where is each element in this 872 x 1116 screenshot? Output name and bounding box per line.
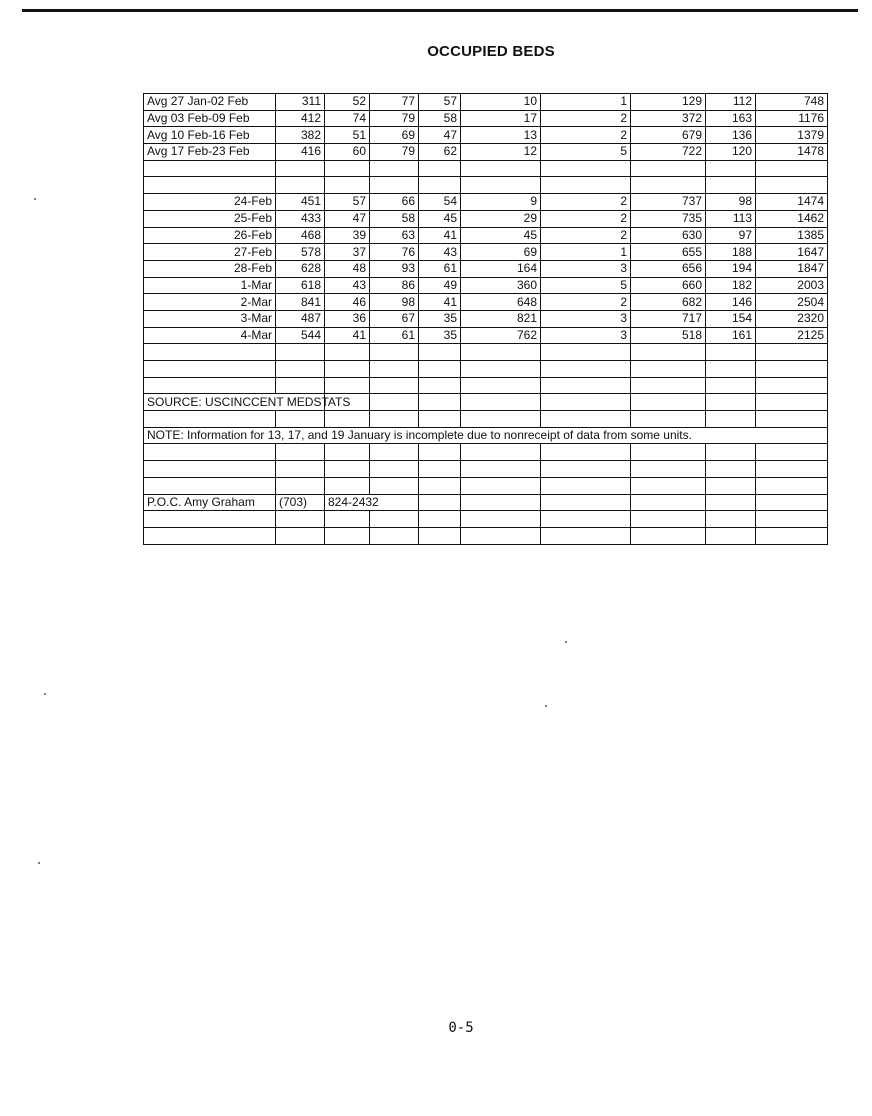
empty-cell bbox=[370, 344, 419, 361]
value-cell: 416 bbox=[276, 144, 325, 161]
empty-cell bbox=[144, 344, 276, 361]
value-cell: 182 bbox=[706, 277, 756, 294]
row-label: 26-Feb bbox=[144, 227, 276, 244]
value-cell: 311 bbox=[276, 94, 325, 111]
empty-cell bbox=[541, 377, 631, 394]
row-label: Avg 17 Feb-23 Feb bbox=[144, 144, 276, 161]
empty-cell bbox=[631, 444, 706, 461]
value-cell: 51 bbox=[325, 127, 370, 144]
empty-cell bbox=[631, 344, 706, 361]
empty-cell bbox=[631, 361, 706, 378]
empty-cell bbox=[144, 527, 276, 544]
value-cell: 3 bbox=[541, 310, 631, 327]
empty-cell bbox=[419, 361, 461, 378]
empty-cell bbox=[461, 344, 541, 361]
empty-cell bbox=[541, 177, 631, 194]
value-cell: 468 bbox=[276, 227, 325, 244]
value-cell: 43 bbox=[419, 244, 461, 261]
empty-cell bbox=[706, 444, 756, 461]
empty-cell bbox=[541, 344, 631, 361]
empty-cell bbox=[461, 361, 541, 378]
value-cell: 112 bbox=[706, 94, 756, 111]
daily-row bbox=[144, 227, 828, 244]
empty-cell bbox=[276, 511, 325, 528]
value-cell: 2 bbox=[541, 194, 631, 211]
empty-cell bbox=[541, 461, 631, 478]
value-cell: 2 bbox=[541, 227, 631, 244]
empty-cell bbox=[370, 511, 419, 528]
empty-cell bbox=[325, 411, 370, 428]
value-cell: 10 bbox=[461, 94, 541, 111]
value-cell: 2320 bbox=[756, 310, 828, 327]
row-label: 28-Feb bbox=[144, 260, 276, 277]
value-cell: 49 bbox=[419, 277, 461, 294]
empty-cell bbox=[541, 494, 631, 511]
empty-cell bbox=[756, 494, 828, 511]
empty-cell bbox=[144, 377, 276, 394]
value-cell: 57 bbox=[325, 194, 370, 211]
empty-cell bbox=[144, 361, 276, 378]
value-cell: 1478 bbox=[756, 144, 828, 161]
value-cell: 46 bbox=[325, 294, 370, 311]
empty-cell bbox=[419, 394, 461, 411]
empty-cell bbox=[144, 160, 276, 177]
value-cell: 5 bbox=[541, 144, 631, 161]
value-cell: 544 bbox=[276, 327, 325, 344]
value-cell: 161 bbox=[706, 327, 756, 344]
empty-cell bbox=[631, 377, 706, 394]
empty-cell bbox=[370, 177, 419, 194]
daily-row bbox=[144, 210, 828, 227]
empty-cell bbox=[631, 160, 706, 177]
value-cell: 618 bbox=[276, 277, 325, 294]
empty-cell bbox=[756, 511, 828, 528]
empty-cell bbox=[370, 461, 419, 478]
value-cell: 69 bbox=[370, 127, 419, 144]
empty-cell bbox=[370, 361, 419, 378]
blank-row bbox=[144, 411, 828, 428]
value-cell: 1176 bbox=[756, 110, 828, 127]
daily-row bbox=[144, 260, 828, 277]
empty-cell bbox=[461, 477, 541, 494]
value-cell: 146 bbox=[706, 294, 756, 311]
value-cell: 43 bbox=[325, 277, 370, 294]
value-cell: 748 bbox=[756, 94, 828, 111]
empty-cell bbox=[370, 377, 419, 394]
value-cell: 735 bbox=[631, 210, 706, 227]
averages-row bbox=[144, 94, 828, 111]
row-label: Avg 27 Jan-02 Feb bbox=[144, 94, 276, 111]
blank-row bbox=[144, 177, 828, 194]
value-cell: 1647 bbox=[756, 244, 828, 261]
value-cell: 48 bbox=[325, 260, 370, 277]
value-cell: 77 bbox=[370, 94, 419, 111]
empty-cell bbox=[144, 511, 276, 528]
value-cell: 1379 bbox=[756, 127, 828, 144]
row-label: 1-Mar bbox=[144, 277, 276, 294]
daily-row bbox=[144, 294, 828, 311]
empty-cell bbox=[325, 377, 370, 394]
value-cell: 58 bbox=[370, 210, 419, 227]
poc-phone: 824-2432 bbox=[325, 494, 419, 511]
empty-cell bbox=[631, 177, 706, 194]
empty-cell bbox=[706, 160, 756, 177]
row-label: 25-Feb bbox=[144, 210, 276, 227]
blank-row bbox=[144, 477, 828, 494]
scan-speck bbox=[34, 198, 36, 200]
value-cell: 433 bbox=[276, 210, 325, 227]
empty-cell bbox=[631, 494, 706, 511]
empty-cell bbox=[706, 461, 756, 478]
value-cell: 382 bbox=[276, 127, 325, 144]
spreadsheet-grid bbox=[143, 93, 828, 545]
value-cell: 58 bbox=[419, 110, 461, 127]
empty-cell bbox=[419, 160, 461, 177]
row-label: Avg 10 Feb-16 Feb bbox=[144, 127, 276, 144]
empty-cell bbox=[461, 394, 541, 411]
empty-cell bbox=[631, 511, 706, 528]
value-cell: 97 bbox=[706, 227, 756, 244]
value-cell: 37 bbox=[325, 244, 370, 261]
data-note-row bbox=[144, 427, 828, 444]
empty-cell bbox=[276, 361, 325, 378]
value-cell: 12 bbox=[461, 144, 541, 161]
empty-cell bbox=[706, 511, 756, 528]
blank-row bbox=[144, 444, 828, 461]
value-cell: 660 bbox=[631, 277, 706, 294]
empty-cell bbox=[461, 461, 541, 478]
value-cell: 47 bbox=[325, 210, 370, 227]
empty-cell bbox=[144, 444, 276, 461]
empty-cell bbox=[370, 477, 419, 494]
averages-row bbox=[144, 110, 828, 127]
daily-row bbox=[144, 244, 828, 261]
value-cell: 1385 bbox=[756, 227, 828, 244]
value-cell: 54 bbox=[419, 194, 461, 211]
blank-row bbox=[144, 461, 828, 478]
value-cell: 2 bbox=[541, 210, 631, 227]
value-cell: 1 bbox=[541, 94, 631, 111]
value-cell: 5 bbox=[541, 277, 631, 294]
value-cell: 52 bbox=[325, 94, 370, 111]
page-number: 0-5 bbox=[448, 1020, 474, 1036]
empty-cell bbox=[756, 477, 828, 494]
value-cell: 2125 bbox=[756, 327, 828, 344]
empty-cell bbox=[756, 444, 828, 461]
empty-cell bbox=[756, 461, 828, 478]
empty-cell bbox=[541, 411, 631, 428]
value-cell: 679 bbox=[631, 127, 706, 144]
empty-cell bbox=[325, 477, 370, 494]
daily-row bbox=[144, 310, 828, 327]
value-cell: 360 bbox=[461, 277, 541, 294]
empty-cell bbox=[276, 461, 325, 478]
value-cell: 2504 bbox=[756, 294, 828, 311]
empty-cell bbox=[756, 160, 828, 177]
value-cell: 451 bbox=[276, 194, 325, 211]
value-cell: 1462 bbox=[756, 210, 828, 227]
empty-cell bbox=[461, 177, 541, 194]
blank-row bbox=[144, 160, 828, 177]
empty-cell bbox=[325, 361, 370, 378]
row-label: 27-Feb bbox=[144, 244, 276, 261]
value-cell: 63 bbox=[370, 227, 419, 244]
empty-cell bbox=[419, 527, 461, 544]
empty-cell bbox=[461, 377, 541, 394]
empty-cell bbox=[419, 511, 461, 528]
row-label: 4-Mar bbox=[144, 327, 276, 344]
value-cell: 39 bbox=[325, 227, 370, 244]
value-cell: 9 bbox=[461, 194, 541, 211]
empty-cell bbox=[631, 411, 706, 428]
value-cell: 67 bbox=[370, 310, 419, 327]
empty-cell bbox=[325, 461, 370, 478]
averages-row bbox=[144, 127, 828, 144]
empty-cell bbox=[461, 511, 541, 528]
empty-cell bbox=[325, 527, 370, 544]
empty-cell bbox=[461, 527, 541, 544]
empty-cell bbox=[325, 444, 370, 461]
value-cell: 98 bbox=[706, 194, 756, 211]
blank-row bbox=[144, 511, 828, 528]
empty-cell bbox=[419, 494, 461, 511]
empty-cell bbox=[325, 344, 370, 361]
empty-cell bbox=[756, 394, 828, 411]
value-cell: 120 bbox=[706, 144, 756, 161]
empty-cell bbox=[461, 411, 541, 428]
page-title: OCCUPIED BEDS bbox=[427, 43, 555, 60]
scan-speck bbox=[38, 862, 40, 864]
data-note: NOTE: Information for 13, 17, and 19 January is incomplete due to nonreceipt of data from some units. bbox=[144, 427, 828, 444]
empty-cell bbox=[706, 394, 756, 411]
empty-cell bbox=[325, 177, 370, 194]
value-cell: 79 bbox=[370, 110, 419, 127]
value-cell: 98 bbox=[370, 294, 419, 311]
empty-cell bbox=[706, 477, 756, 494]
value-cell: 1 bbox=[541, 244, 631, 261]
row-label: Avg 03 Feb-09 Feb bbox=[144, 110, 276, 127]
value-cell: 66 bbox=[370, 194, 419, 211]
value-cell: 372 bbox=[631, 110, 706, 127]
empty-cell bbox=[631, 461, 706, 478]
empty-cell bbox=[419, 411, 461, 428]
value-cell: 129 bbox=[631, 94, 706, 111]
empty-cell bbox=[541, 477, 631, 494]
value-cell: 17 bbox=[461, 110, 541, 127]
value-cell: 3 bbox=[541, 327, 631, 344]
empty-cell bbox=[276, 444, 325, 461]
value-cell: 2 bbox=[541, 127, 631, 144]
value-cell: 76 bbox=[370, 244, 419, 261]
empty-cell bbox=[541, 160, 631, 177]
value-cell: 113 bbox=[706, 210, 756, 227]
value-cell: 60 bbox=[325, 144, 370, 161]
value-cell: 841 bbox=[276, 294, 325, 311]
empty-cell bbox=[756, 361, 828, 378]
value-cell: 630 bbox=[631, 227, 706, 244]
value-cell: 61 bbox=[370, 327, 419, 344]
occupied-beds-table bbox=[143, 93, 827, 545]
empty-cell bbox=[706, 494, 756, 511]
empty-cell bbox=[706, 177, 756, 194]
value-cell: 412 bbox=[276, 110, 325, 127]
empty-cell bbox=[631, 527, 706, 544]
value-cell: 41 bbox=[419, 294, 461, 311]
value-cell: 1474 bbox=[756, 194, 828, 211]
value-cell: 682 bbox=[631, 294, 706, 311]
top-rule bbox=[22, 9, 858, 12]
empty-cell bbox=[370, 411, 419, 428]
empty-cell bbox=[419, 377, 461, 394]
empty-cell bbox=[276, 477, 325, 494]
empty-cell bbox=[541, 394, 631, 411]
value-cell: 737 bbox=[631, 194, 706, 211]
value-cell: 36 bbox=[325, 310, 370, 327]
value-cell: 518 bbox=[631, 327, 706, 344]
value-cell: 61 bbox=[419, 260, 461, 277]
blank-row bbox=[144, 527, 828, 544]
empty-cell bbox=[706, 377, 756, 394]
value-cell: 2 bbox=[541, 110, 631, 127]
value-cell: 136 bbox=[706, 127, 756, 144]
value-cell: 62 bbox=[419, 144, 461, 161]
empty-cell bbox=[706, 527, 756, 544]
value-cell: 69 bbox=[461, 244, 541, 261]
empty-cell bbox=[370, 444, 419, 461]
value-cell: 41 bbox=[419, 227, 461, 244]
averages-row bbox=[144, 144, 828, 161]
empty-cell bbox=[419, 177, 461, 194]
blank-row bbox=[144, 377, 828, 394]
value-cell: 154 bbox=[706, 310, 756, 327]
source-note: SOURCE: USCINCCENT MEDSTATS bbox=[144, 394, 325, 411]
empty-cell bbox=[419, 444, 461, 461]
empty-cell bbox=[419, 461, 461, 478]
empty-cell bbox=[756, 377, 828, 394]
empty-cell bbox=[144, 411, 276, 428]
empty-cell bbox=[419, 477, 461, 494]
empty-cell bbox=[276, 377, 325, 394]
value-cell: 57 bbox=[419, 94, 461, 111]
empty-cell bbox=[541, 511, 631, 528]
value-cell: 13 bbox=[461, 127, 541, 144]
value-cell: 722 bbox=[631, 144, 706, 161]
value-cell: 164 bbox=[461, 260, 541, 277]
empty-cell bbox=[144, 477, 276, 494]
empty-cell bbox=[325, 511, 370, 528]
empty-cell bbox=[144, 461, 276, 478]
value-cell: 487 bbox=[276, 310, 325, 327]
value-cell: 47 bbox=[419, 127, 461, 144]
row-label: 2-Mar bbox=[144, 294, 276, 311]
value-cell: 762 bbox=[461, 327, 541, 344]
empty-cell bbox=[325, 160, 370, 177]
empty-cell bbox=[631, 477, 706, 494]
empty-cell bbox=[276, 411, 325, 428]
value-cell: 656 bbox=[631, 260, 706, 277]
value-cell: 163 bbox=[706, 110, 756, 127]
value-cell: 2003 bbox=[756, 277, 828, 294]
scan-speck bbox=[44, 693, 46, 695]
source-note-row bbox=[144, 394, 828, 411]
value-cell: 2 bbox=[541, 294, 631, 311]
value-cell: 45 bbox=[461, 227, 541, 244]
empty-cell bbox=[370, 394, 419, 411]
value-cell: 41 bbox=[325, 327, 370, 344]
value-cell: 1847 bbox=[756, 260, 828, 277]
value-cell: 188 bbox=[706, 244, 756, 261]
empty-cell bbox=[419, 344, 461, 361]
scan-speck bbox=[545, 705, 547, 707]
empty-cell bbox=[276, 160, 325, 177]
empty-cell bbox=[756, 411, 828, 428]
empty-cell bbox=[144, 177, 276, 194]
value-cell: 45 bbox=[419, 210, 461, 227]
empty-cell bbox=[461, 160, 541, 177]
value-cell: 628 bbox=[276, 260, 325, 277]
empty-cell bbox=[706, 344, 756, 361]
value-cell: 35 bbox=[419, 310, 461, 327]
empty-cell bbox=[461, 444, 541, 461]
value-cell: 3 bbox=[541, 260, 631, 277]
poc-row bbox=[144, 494, 828, 511]
value-cell: 35 bbox=[419, 327, 461, 344]
empty-cell bbox=[706, 411, 756, 428]
empty-cell bbox=[461, 494, 541, 511]
empty-cell bbox=[276, 177, 325, 194]
daily-row bbox=[144, 194, 828, 211]
poc-name: P.O.C. Amy Graham bbox=[144, 494, 276, 511]
value-cell: 74 bbox=[325, 110, 370, 127]
row-label: 3-Mar bbox=[144, 310, 276, 327]
empty-cell bbox=[541, 444, 631, 461]
row-label: 24-Feb bbox=[144, 194, 276, 211]
value-cell: 79 bbox=[370, 144, 419, 161]
empty-cell bbox=[756, 344, 828, 361]
value-cell: 86 bbox=[370, 277, 419, 294]
scan-speck bbox=[565, 641, 567, 643]
empty-cell bbox=[706, 361, 756, 378]
empty-cell bbox=[370, 527, 419, 544]
daily-row bbox=[144, 327, 828, 344]
blank-row bbox=[144, 361, 828, 378]
blank-row bbox=[144, 344, 828, 361]
empty-cell bbox=[276, 344, 325, 361]
empty-cell bbox=[631, 394, 706, 411]
empty-cell bbox=[276, 527, 325, 544]
value-cell: 194 bbox=[706, 260, 756, 277]
value-cell: 717 bbox=[631, 310, 706, 327]
value-cell: 648 bbox=[461, 294, 541, 311]
value-cell: 578 bbox=[276, 244, 325, 261]
value-cell: 29 bbox=[461, 210, 541, 227]
value-cell: 821 bbox=[461, 310, 541, 327]
empty-cell bbox=[370, 160, 419, 177]
poc-area-code: (703) bbox=[276, 494, 325, 511]
daily-row bbox=[144, 277, 828, 294]
empty-cell bbox=[541, 361, 631, 378]
value-cell: 655 bbox=[631, 244, 706, 261]
empty-cell bbox=[756, 177, 828, 194]
value-cell: 93 bbox=[370, 260, 419, 277]
empty-cell bbox=[756, 527, 828, 544]
empty-cell bbox=[541, 527, 631, 544]
